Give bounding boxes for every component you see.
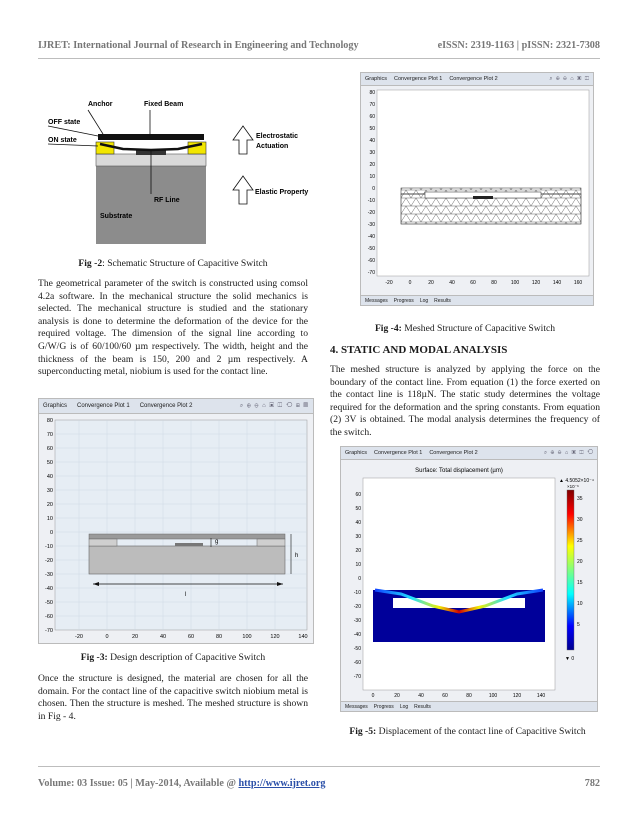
fig4-plot — [361, 86, 593, 294]
fig5-colorbar-min: ▼ 0 — [565, 656, 575, 662]
tick-label: 0 — [371, 693, 375, 699]
label-elastic-property: Elastic Property — [255, 189, 309, 196]
fig3-y-ticks — [45, 418, 53, 634]
tick-label: 10 — [369, 174, 375, 180]
tick-label: -60 — [367, 258, 375, 264]
tab-results[interactable]: Results — [414, 703, 431, 710]
tick-label: 60 — [46, 446, 53, 452]
fig5-colorbar-exp: ×10⁻⁶ — [567, 484, 579, 489]
fig5-y-ticks — [354, 492, 361, 680]
tick-label: 20 — [428, 280, 434, 286]
fig3-caption: Fig -3: Design description of Capacitive Switch — [80, 652, 266, 663]
tick-label: 50 — [355, 506, 361, 512]
tab-convergence-1[interactable]: Convergence Plot 1 — [77, 403, 130, 409]
label-substrate: Substrate — [100, 213, 133, 220]
fig4-bottom-tabs — [361, 295, 593, 305]
tick-label: 40 — [418, 693, 424, 699]
fig2-caption: Fig -2: Schematic Structure of Capacitive Switch — [78, 258, 268, 269]
tick-label: 80 — [46, 418, 53, 424]
tick-label: -70 — [45, 628, 53, 634]
tick-label: 100 — [510, 280, 520, 286]
fig3-substrate — [89, 546, 285, 574]
tick-label: 30 — [369, 150, 375, 156]
tick-label: 40 — [369, 138, 375, 144]
tick-label: -20 — [385, 280, 393, 286]
tick-label: 70 — [46, 432, 53, 438]
tick-label: -10 — [45, 544, 53, 550]
tick-label: 120 — [512, 693, 522, 699]
fig4-x-ticks — [385, 280, 582, 286]
tick-label: 60 — [470, 280, 476, 286]
footer-volume: Volume: 03 Issue: 05 | May-2014, Available @ http://www.ijret.org — [38, 778, 326, 789]
tab-messages[interactable]: Messages — [345, 703, 368, 710]
tick-label: 100 — [242, 634, 252, 640]
fig5-plot — [341, 460, 597, 700]
tick-label: 50 — [46, 460, 53, 466]
tick-label: 160 — [573, 280, 583, 286]
tick-label: -70 — [353, 674, 361, 680]
tick-label: 80 — [466, 693, 472, 699]
tab-log[interactable]: Log — [399, 703, 409, 710]
fig4-comsol-window — [360, 72, 594, 306]
tick-label: -10 — [353, 590, 361, 596]
tick-label: -30 — [353, 618, 361, 624]
fig5-colorbar — [567, 490, 574, 650]
tick-label: 0 — [372, 186, 375, 192]
tab-convergence-2[interactable]: Convergence Plot 2 — [449, 76, 498, 82]
anchor-left — [96, 142, 114, 154]
journal-title: IJRET: International Journal of Research in Engineering and Technology — [38, 40, 359, 51]
tick-label: 80 — [491, 280, 497, 286]
fig3-plot — [39, 414, 313, 644]
tick-label: -40 — [45, 586, 53, 592]
tick-label: 5 — [577, 622, 580, 628]
paragraph-geometry: The geometrical parameter of the switch is constructed using comsol 4.2a software. In the mechanical structure the solid mechanics is selected. The mechanical structure is studied and the stationary analysis is done to determine the deformation of the device for the required voltage. The dimension of the signal line according to G/W/G is of 60/100/60 µm respectively. The width, height and the thickness of the beam is 150, 200 and 2 µm respectively. A superconducting metal, niobium is used for the contact line. — [38, 278, 308, 378]
tick-label: 40 — [46, 474, 53, 480]
tick-label: -40 — [353, 632, 361, 638]
tick-label: -60 — [45, 614, 53, 620]
tick-label: 0 — [408, 280, 412, 286]
tick-label: 0 — [358, 576, 361, 582]
fig5-bottom-tabs — [341, 701, 597, 711]
fig5-comsol-window — [340, 446, 598, 712]
tick-label: 100 — [488, 693, 498, 699]
tick-label: 60 — [442, 693, 448, 699]
tick-label: 40 — [159, 634, 167, 640]
tick-label: 20 — [577, 559, 583, 565]
tick-label: 140 — [536, 693, 546, 699]
tab-progress[interactable]: Progress — [393, 297, 414, 304]
fig3-tabbar — [39, 399, 313, 414]
fixed-beam-on — [100, 144, 202, 150]
tab-messages[interactable]: Messages — [365, 297, 388, 304]
tick-label: 60 — [187, 634, 195, 640]
paragraph-static-modal: The meshed structure is analyzed by applying the force on the boundary of the contact line. From equation (1) the force exerted on the contact line is 118µN. The static study determines the voltage required for the deformation and the spring constants. From equation (2) 3V is obtained. The modal analysis determines the frequency of the switch. — [330, 364, 600, 438]
label-anchor: Anchor — [88, 101, 113, 108]
tick-label: 20 — [394, 693, 400, 699]
fig3-x-ticks — [75, 634, 308, 640]
fig5-colorbar-max: ▲ 4.5052×10⁻⁴ — [559, 478, 594, 484]
tick-label: -10 — [367, 198, 375, 204]
tick-label: 30 — [355, 534, 361, 540]
tick-label: 10 — [355, 562, 361, 568]
footer-rule — [38, 766, 600, 767]
tick-label: -70 — [367, 270, 375, 276]
tick-label: 10 — [577, 601, 583, 607]
tick-label: 25 — [577, 538, 583, 544]
tick-label: 15 — [577, 580, 583, 586]
fig5-substrate — [373, 590, 545, 642]
issn: eISSN: 2319-1163 | pISSN: 2321-7308 — [437, 40, 600, 51]
tick-label: 40 — [449, 280, 455, 286]
tick-label: 40 — [355, 520, 361, 526]
toolbar-icons[interactable]: ⌕ ⊕ ⊖ ⌂ ▣ ◫ ⟲ — [543, 449, 594, 456]
tick-label: 20 — [131, 634, 139, 640]
tab-convergence-2[interactable]: Convergence Plot 2 — [139, 403, 193, 409]
tick-label: 80 — [369, 90, 375, 96]
tab-convergence-1[interactable]: Convergence Plot 1 — [374, 450, 423, 456]
fig3-label-l: l — [185, 592, 187, 598]
label-rf-line: RF Line — [154, 197, 180, 204]
tick-label: -20 — [353, 604, 361, 610]
fig5-x-ticks — [372, 693, 546, 699]
tick-label: -20 — [367, 210, 375, 216]
tick-label: -20 — [75, 634, 83, 640]
tick-label: -30 — [367, 222, 375, 228]
tab-graphics[interactable]: Graphics — [43, 403, 68, 409]
toolbar-icons[interactable]: ⌕ ⊕ ⊖ ⌂ ▣ ◫ — [549, 75, 590, 82]
fig3-label-g: g — [215, 539, 219, 545]
paragraph-materials: Once the structure is designed, the material are chosen for all the domain. For the contact line of the capacitive switch niobium metal is chosen. Then the structure is meshed. The meshed structure is shown in Fig - 4. — [38, 673, 308, 722]
fig2-schematic — [48, 98, 309, 248]
fig4-y-ticks — [368, 90, 375, 276]
section-4-heading: 4. STATIC AND MODAL ANALYSIS — [330, 344, 508, 356]
label-fixed-beam: Fixed Beam — [144, 101, 184, 108]
tick-label: 60 — [355, 492, 361, 498]
fig5-caption: Fig -5: Displacement of the contact line of Capacitive Switch — [349, 726, 586, 737]
tab-graphics[interactable]: Graphics — [365, 76, 388, 82]
tick-label: 140 — [552, 280, 562, 286]
tab-convergence-2[interactable]: Convergence Plot 2 — [429, 450, 478, 456]
tick-label: -40 — [367, 234, 375, 240]
tab-log[interactable]: Log — [419, 297, 429, 304]
fig5-colorbar-ticks — [577, 496, 583, 628]
label-actuation: Actuation — [256, 143, 289, 150]
tick-label: 70 — [369, 102, 375, 108]
tick-label: 10 — [46, 516, 53, 522]
tab-graphics[interactable]: Graphics — [345, 450, 368, 456]
label-off-state: OFF state — [48, 119, 81, 126]
fig5-title: Surface: Total displacement (µm) — [415, 468, 503, 474]
fig3-comsol-window — [38, 398, 314, 644]
tick-label: 20 — [46, 502, 53, 508]
journal-link[interactable]: http://www.ijret.org — [238, 778, 326, 789]
header-rule — [38, 58, 600, 59]
fig3-label-h: h — [295, 553, 299, 559]
fig4-tabbar — [361, 73, 593, 86]
fixed-beam-top — [98, 134, 204, 140]
tick-label: 35 — [577, 496, 583, 502]
tick-label: -50 — [353, 646, 361, 652]
label-on-state: ON state — [48, 137, 77, 144]
tick-label: 50 — [369, 126, 375, 132]
tick-label: -60 — [353, 660, 361, 666]
tab-convergence-1[interactable]: Convergence Plot 1 — [394, 76, 443, 82]
tick-label: 20 — [369, 162, 375, 168]
tick-label: 30 — [577, 517, 583, 523]
fig3-beam — [89, 534, 285, 539]
tick-label: 0 — [49, 530, 53, 536]
tick-label: 20 — [355, 548, 361, 554]
tick-label: -20 — [45, 558, 53, 564]
label-electrostatic: Electrostatic — [256, 133, 299, 140]
tick-label: 140 — [298, 634, 308, 640]
tick-label: 60 — [369, 114, 375, 120]
tab-progress[interactable]: Progress — [373, 703, 394, 710]
tick-label: -50 — [367, 246, 375, 252]
toolbar-icons[interactable]: ⌕ ⊕ ⊖ ⌂ ▣ ◫ ⟲ ⊞ ▤ — [239, 402, 309, 409]
tick-label: -30 — [45, 572, 53, 578]
tab-results[interactable]: Results — [434, 297, 451, 304]
tick-label: -50 — [45, 600, 53, 606]
tick-label: 120 — [531, 280, 541, 286]
tick-label: 30 — [46, 488, 53, 494]
page-number: 782 — [584, 778, 600, 789]
fig4-caption: Fig -4: Meshed Structure of Capacitive Switch — [374, 323, 556, 334]
fig5-tabbar — [341, 447, 597, 460]
tick-label: 0 — [105, 634, 109, 640]
tick-label: 80 — [215, 634, 223, 640]
tick-label: 120 — [270, 634, 280, 640]
